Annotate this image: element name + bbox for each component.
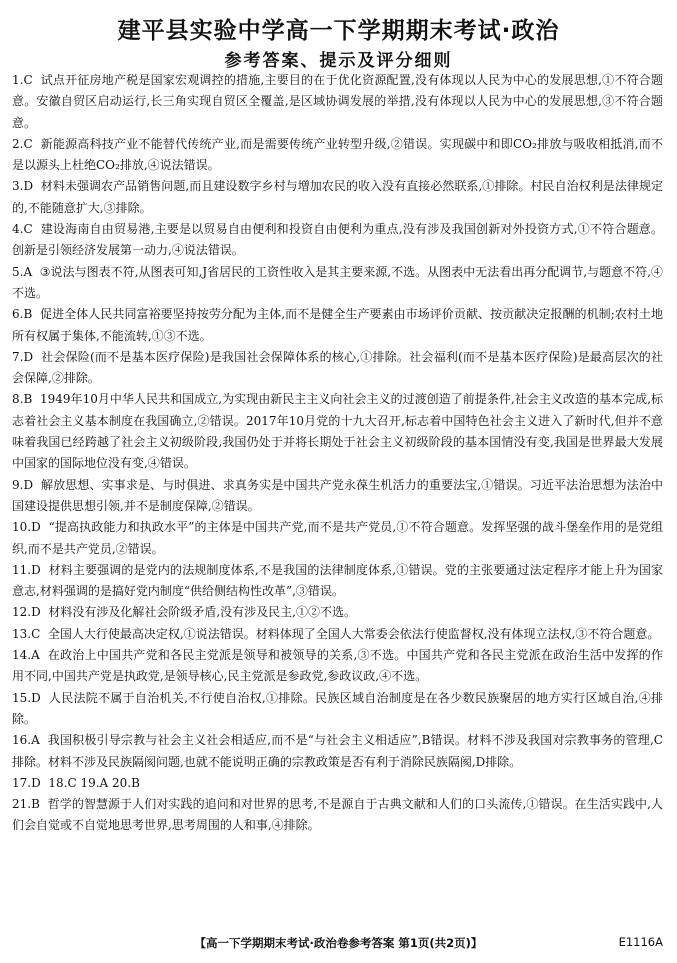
answer-item xyxy=(12,624,663,645)
answer-text: 试点开征房地产税是国家宏观调控的措施,主要目的在于优化资源配置,没有体现以人民为中心的发展思想,①不符合题意。安徽自贸区启动运行,长三角实现自贸区全覆盖,是区域协调发展的举措,没有体现以人民为中心的发展思想,③不符合题意。 xyxy=(12,73,663,130)
answer-number: 14.A xyxy=(12,648,40,663)
answer-text: 解放思想、实事求是、与时俱进、求真务实是中国共产党永葆生机活力的重要法宝,①错误。习近平法治思想为法治中国建设提供思想引领,并不是制度保障,②错误。 xyxy=(12,477,663,513)
answer-number: 12.D xyxy=(12,605,41,620)
answer-item xyxy=(12,347,663,390)
answer-item xyxy=(12,688,663,731)
answer-item xyxy=(12,773,663,794)
answer-item xyxy=(12,475,663,518)
answer-text: 材料未强调农产品销售问题,而且建设数字乡村与增加农民的收入没有直接必然联系,①排除。村民自治权利是法律规定的,不能随意扩大,③排除。 xyxy=(12,179,663,215)
answer-text: ③说法与图表不符,从图表可知,J省居民的工资性收入是其主要来源,不选。从图表中无法看出再分配调节,与题意不符,④不选。 xyxy=(12,264,663,300)
answer-text: 促进全体人民共同富裕要坚持按劳分配为主体,而不是健全生产要素由市场评价贡献、按贡献决定报酬的机制;农村土地所有权属于集体,不能流转,①③不选。 xyxy=(12,307,663,343)
answer-number: 21.B xyxy=(12,797,40,812)
answer-number: 10.D xyxy=(12,520,41,535)
answer-number: 9.D xyxy=(12,477,34,492)
answer-number: 7.D xyxy=(12,349,34,364)
answer-item xyxy=(12,176,663,219)
answer-item xyxy=(12,602,663,623)
answer-item xyxy=(12,560,663,603)
answer-number: 16.A xyxy=(12,733,40,748)
answer-text: 哲学的智慧源于人们对实践的追问和对世界的思考,不是源自于古典文献和人们的口头流传,①错误。在生活实践中,人们会自觉或不自觉地思考世界,思考周围的人和事,④排除。 xyxy=(12,797,663,833)
answer-text: 新能源高科技产业不能替代传统产业,而是需要传统产业转型升级,②错误。实现碳中和即CO₂排放与吸收相抵消,而不是以源头上杜绝CO₂排放,④说法错误。 xyxy=(12,136,663,173)
answer-text: “提高执政能力和执政水平”的主体是中国共产党,而不是共产党员,①不符合题意。发挥坚强的战斗堡垒作用的是党组织,而不是共产党员,②错误。 xyxy=(12,520,663,556)
answer-text: 社会保险(而不是基本医疗保险)是我国社会保障体系的核心,①排除。社会福利(而不是基本医疗保险)是最高层次的社会保障,②排除。 xyxy=(12,349,663,386)
answer-item xyxy=(12,730,663,773)
answer-text: 我国积极引导宗教与社会主义社会相适应,而不是“与社会主义相适应”,B错误。材料不涉及我国对宗教事务的管理,C排除。材料不涉及民族隔阂问题,也就不能说明正确的宗教政策是否有利于消除民族隔阂,D排除。 xyxy=(12,733,663,769)
answer-item xyxy=(12,794,663,837)
answer-number: 3.D xyxy=(12,179,34,194)
page-footer: 【高一下学期期末考试·政治卷参考答案 第1页(共2页)】 xyxy=(194,936,483,950)
answer-item xyxy=(12,70,663,134)
answer-text: 在政治上中国共产党和各民主党派是领导和被领导的关系,③不选。中国共产党和各民主党派在政治生活中发挥的作用不同,中国共产党是执政党,是领导核心,民主党派是参政党,参政议政,④不选。 xyxy=(12,648,663,684)
answer-number: 4.C xyxy=(12,222,33,237)
answer-number: 17.D xyxy=(12,775,41,790)
answer-number: 13.C xyxy=(12,626,41,641)
answer-text: 材料没有涉及化解社会阶级矛盾,没有涉及民主,①②不选。 xyxy=(48,605,356,620)
answer-item xyxy=(12,134,663,177)
answer-number: 11.D xyxy=(12,562,41,577)
answer-text: 全国人大行使最高决定权,①说法错误。材料体现了全国人大常委会依法行使监督权,没有体现立法权,③不符合题意。 xyxy=(47,626,660,641)
answer-item xyxy=(12,645,663,688)
document-code: E1116A xyxy=(618,935,663,949)
answer-number: 1.C xyxy=(12,73,33,87)
answer-list xyxy=(12,70,663,837)
page-subtitle: 参考答案、提示及评分细则 xyxy=(224,51,453,71)
answer-item xyxy=(12,219,663,262)
answer-text: 建设海南自由贸易港,主要是以贸易自由便利和投资自由便利为重点,没有涉及我国创新对外投资方式,①不符合题意。创新是引领经济发展第一动力,④说法错误。 xyxy=(12,222,663,258)
answer-number: 6.B xyxy=(12,307,33,322)
answer-number: 2.C xyxy=(12,136,33,151)
answer-text: 1949年10月中华人民共和国成立,为实现由新民主主义向社会主义的过渡创造了前提条件,社会主义改造的基本完成,标志着社会主义基本制度在我国确立,②错误。2017年10月党的十九大召开,标志着中国特色社会主义进入了新时代,但并不意味着我国已经跨越了社会主义初级阶段,我国仍处于并将长期处于社会主义初级阶段的基本国情没有变,我国是世界最大发展中国家的国际地位没有变,④错误。 xyxy=(12,392,663,471)
answer-text: 材料主要强调的是党内的法规制度体系,不是我国的法律制度体系,①错误。党的主张要通过法定程序才能上升为国家意志,材料强调的是搞好党内制度“供给侧结构性改革”,③错误。 xyxy=(12,562,663,599)
answer-text: 18.C 19.A 20.B xyxy=(48,775,140,790)
answer-number: 5.A xyxy=(12,264,33,279)
page-title: 建平县实验中学高一下学期期末考试·政治 xyxy=(117,18,560,44)
answer-item xyxy=(12,389,663,474)
answer-number: 15.D xyxy=(12,690,41,705)
answer-number: 8.B xyxy=(12,392,33,407)
answer-item xyxy=(12,262,663,305)
answer-item xyxy=(12,517,663,560)
answer-item xyxy=(12,304,663,347)
answer-text: 人民法院不属于自治机关,不行使自治权,①排除。民族区域自治制度是在各少数民族聚居的地方实行区域自治,④排除。 xyxy=(12,690,663,726)
